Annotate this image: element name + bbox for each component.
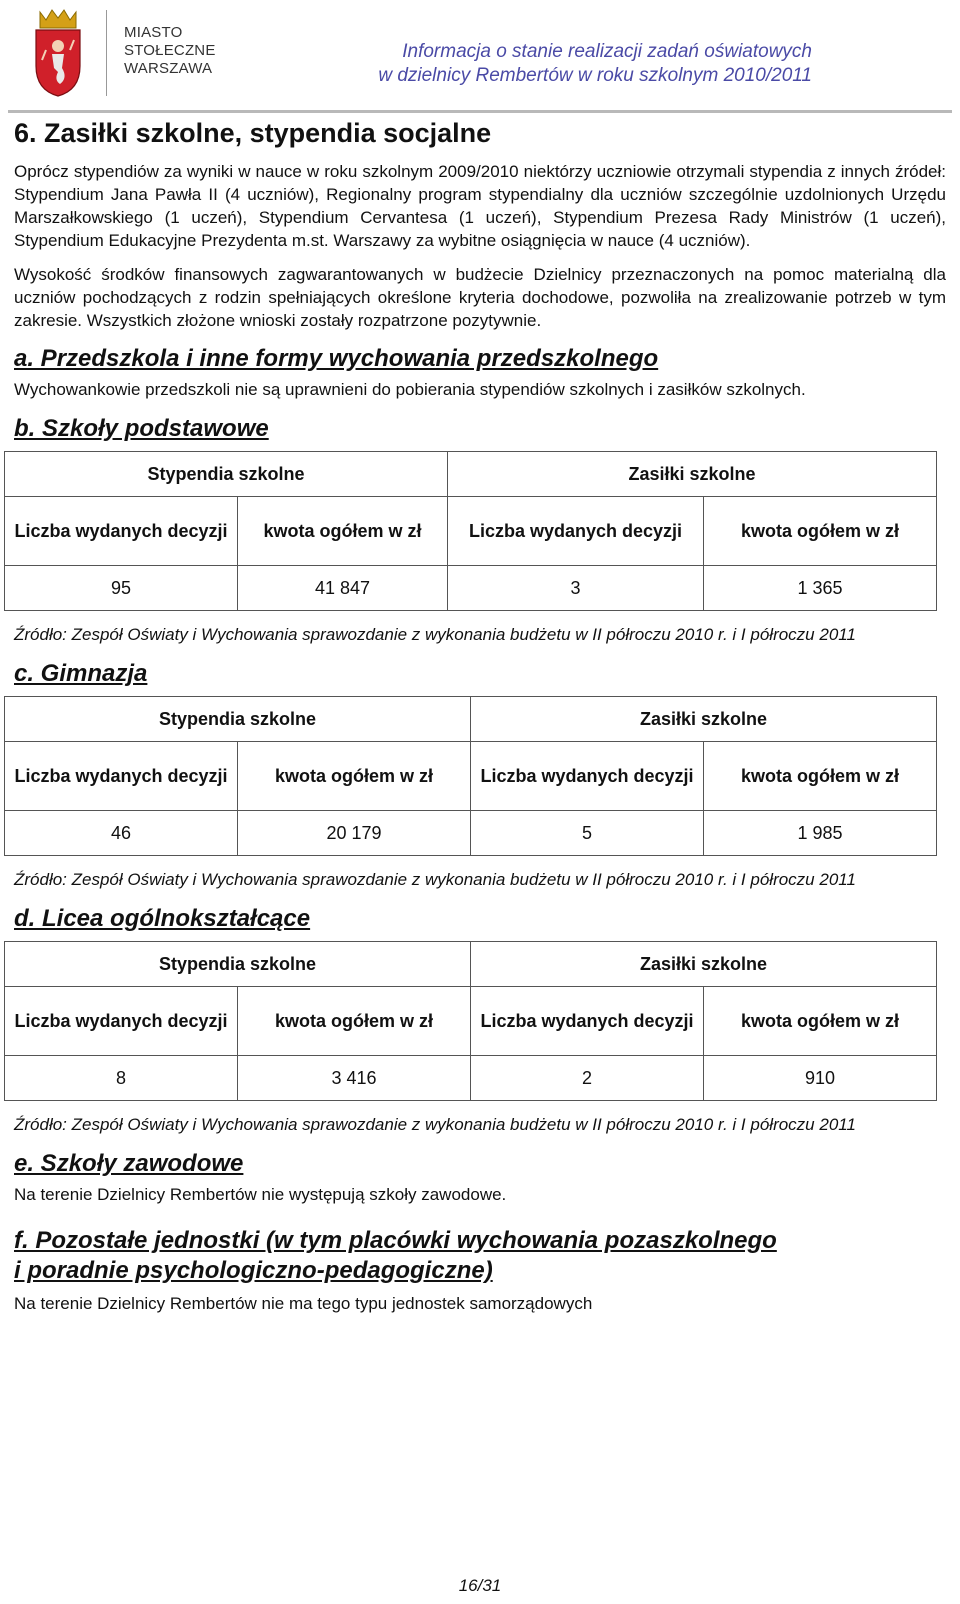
group-header-allowances: Zasiłki szkolne [471,697,937,742]
col-header: kwota ogółem w zł [704,497,937,566]
group-header-allowances: Zasiłki szkolne [471,942,937,987]
table-cell: 41 847 [238,566,448,611]
document-title-line-1: Informacja o stanie realizacji zadań oświatowych [402,41,812,62]
col-header: Liczba wydanych decyzji [471,742,704,811]
table-cell: 3 416 [238,1056,471,1101]
table-cell: 95 [5,566,238,611]
group-header-scholarships: Stypendia szkolne [5,697,471,742]
subsection-f-heading-line-1: f. Pozostałe jednostki (w tym placówki wychowania pozaszkolnego [14,1227,777,1254]
table-cell: 46 [5,811,238,856]
subsection-f-heading-line-2: i poradnie psychologiczno-pedagogiczne) [14,1257,493,1284]
col-header: Liczba wydanych decyzji [5,987,238,1056]
col-header: kwota ogółem w zł [704,987,937,1056]
col-header: kwota ogółem w zł [238,497,448,566]
table-source-d: Źródło: Zespół Oświaty i Wychowania sprawozdanie z wykonania budżetu w II półroczu 2010 r. i I półroczu 2011 [14,1115,856,1134]
intro-paragraph-2: Wysokość środków finansowych zagwarantowanych w budżecie Dzielnicy przeznaczonych na pomoc materialną dla uczniów pochodzących z rodzin spełniających określone kryteria dochodowe, pozwoliła na zrealizowanie potrzeb w tym zakresie. Wszystkich złożone wnioski zostały rozpatrzone pozytywnie. [14,265,946,330]
table-cell: 5 [471,811,704,856]
table-row [5,1056,937,1101]
col-header: Liczba wydanych decyzji [5,742,238,811]
table-source-c: Źródło: Zespół Oświaty i Wychowania sprawozdanie z wykonania budżetu w II półroczu 2010 r. i I półroczu 2011 [14,870,856,889]
subsection-a-heading: a. Przedszkola i inne formy wychowania przedszkolnego [14,345,659,372]
middle-schools-table [4,696,937,856]
col-header: Liczba wydanych decyzji [448,497,704,566]
col-header: kwota ogółem w zł [704,742,937,811]
table-group-header-row [5,452,937,497]
subsection-f-text: Na terenie Dzielnicy Rembertów nie ma tego typu jednostek samorządowych [14,1294,593,1313]
table-cell: 8 [5,1056,238,1101]
city-logotype [124,24,216,78]
page-header [0,0,960,118]
page-number: 16/31 [458,1576,502,1595]
group-header-allowances: Zasiłki szkolne [448,452,937,497]
subsection-e-text: Na terenie Dzielnicy Rembertów nie występują szkoły zawodowe. [14,1185,507,1204]
col-header: kwota ogółem w zł [238,742,471,811]
city-line-3: WARSZAWA [124,60,213,77]
table-header-row [5,497,937,566]
table-cell: 1 985 [704,811,937,856]
table-group-header-row [5,942,937,987]
document-title [378,40,812,88]
subsection-b-heading: b. Szkoły podstawowe [14,415,269,442]
table-cell: 2 [471,1056,704,1101]
header-rule [8,110,952,113]
group-header-scholarships: Stypendia szkolne [5,942,471,987]
table-cell: 20 179 [238,811,471,856]
subsection-c-heading: c. Gimnazja [14,660,148,687]
table-header-row [5,742,937,811]
col-header: Liczba wydanych decyzji [5,497,238,566]
col-header: Liczba wydanych decyzji [471,987,704,1056]
table-header-row [5,987,937,1056]
table-group-header-row [5,697,937,742]
page-content [14,116,946,1315]
subsection-e-heading: e. Szkoły zawodowe [14,1150,244,1177]
high-schools-table [4,941,937,1101]
subsection-a-text: Wychowankowie przedszkoli nie są uprawnieni do pobierania stypendiów szkolnych i zasiłków szkolnych. [14,380,806,399]
table-source-b: Źródło: Zespół Oświaty i Wychowania sprawozdanie z wykonania budżetu w II półroczu 2010 r. i I półroczu 2011 [14,625,856,644]
city-line-1: MIASTO [124,24,183,41]
intro-paragraph-1: Oprócz stypendiów za wyniki w nauce w roku szkolnym 2009/2010 niektórzy uczniowie otrzymali stypendia z innych źródeł: Stypendium Jana Pawła II (4 uczniów), Regionalny program stypendialny dla uczniów szczególnie uzdolnionych Urzędu Marszałkowskiego (1 uczeń), Stypendium Cervantesa (1 uczeń), Stypendium Prezesa Rady Ministrów (1 uczeń), Stypendium Edukacyjne Prezydenta m.st. Warszawy za wybitne osiągnięcia w nauce (4 uczniów). [14,162,946,250]
section-title: 6. Zasiłki szkolne, stypendia socjalne [14,118,492,148]
header-divider [106,10,107,96]
warsaw-coat-of-arms-logo [32,6,84,98]
subsection-d-heading: d. Licea ogólnokształcące [14,905,311,932]
city-line-2: STOŁECZNE [124,42,216,59]
table-cell: 910 [704,1056,937,1101]
table-cell: 1 365 [704,566,937,611]
table-row [5,811,937,856]
table-row [5,566,937,611]
group-header-scholarships: Stypendia szkolne [5,452,448,497]
document-title-line-2: w dzielnicy Rembertów w roku szkolnym 2010/2011 [378,65,812,86]
table-cell: 3 [448,566,704,611]
col-header: kwota ogółem w zł [238,987,471,1056]
primary-schools-table [4,451,937,611]
